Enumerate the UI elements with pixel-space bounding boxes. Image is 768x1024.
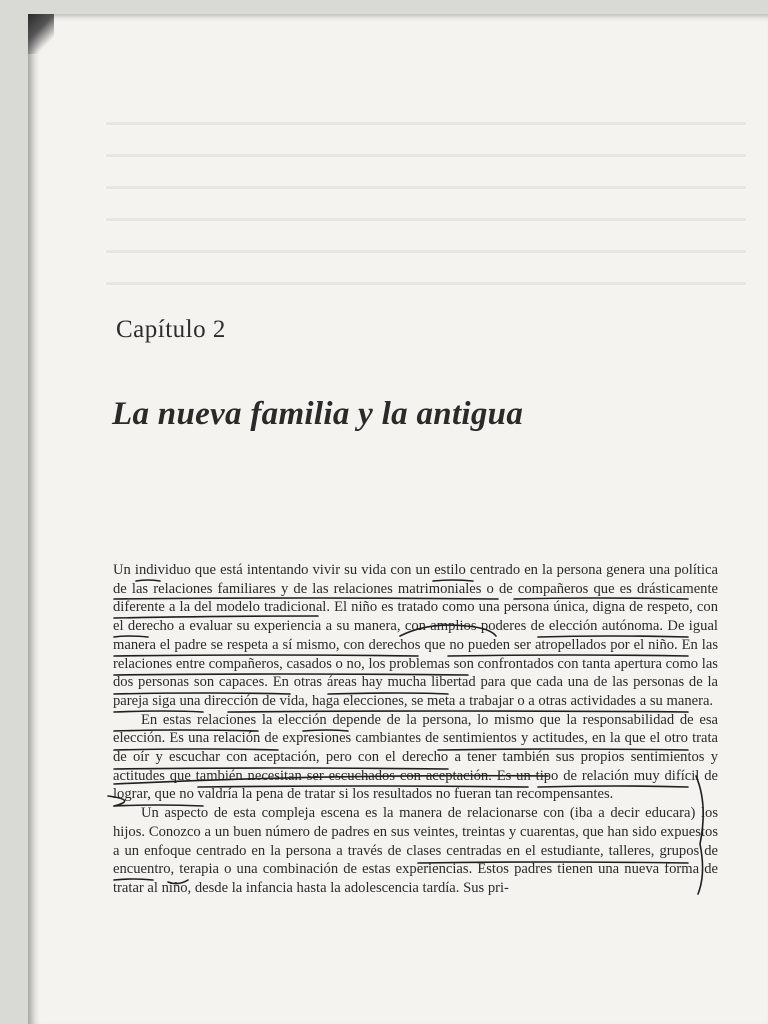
bleed-through-line [106,250,746,253]
bleed-through-line [106,218,746,221]
scanned-page [28,14,768,1024]
bleed-through-line [106,122,746,125]
bleed-through-line [106,154,746,157]
chapter-title: La nueva familia y la antigua [112,396,524,432]
paragraph: En estas relaciones la elección depende de la persona, lo mismo que la responsabilidad de esa elección. Es una relación de expresiones cambiantes de sentimientos y actitudes, en la que el otro trata de oír y escuchar con aceptación, pero con el derecho a tener también sus propios sentimientos y actitudes que también necesitan ser escuchados con aceptación. Es un tipo de relación muy difícil de lograr, que no valdría la pena de tratar si los resultados no fueran tan recompensantes. [113,711,718,803]
chapter-number: Capítulo 2 [116,316,226,343]
paragraph: Un individuo que está intentando vivir su vida con un estilo centrado en la persona genera una política de las relaciones familiares y de las relaciones matrimoniales o de compañeros que es drásticamente diferente a la del modelo tradicional. El niño es tratado como una persona única, digna de respeto, con el derecho a evaluar su experiencia a su manera, con amplios poderes de elección autónoma. De igual manera el padre se respeta a sí mismo, con derechos que no pueden ser atropellados por el niño. En las relaciones entre compañeros, casados o no, los problemas son confrontados con tanta apertura como las dos personas son capaces. En otras áreas hay mucha libertad para que cada una de las personas de la pareja siga una dirección de vida, haga elecciones, se meta a trabajar o a otras actividades a su manera. [113,562,718,709]
body-text [113,561,718,898]
paragraph: Un aspecto de esta compleja escena es la manera de relacionarse con (iba a decir educara) los hijos. Conozco a un buen número de padres en sus veintes, treintas y cuarentas, que han sido expuestos a un enfoque centrado en la persona a través de clases centradas en el estudiante, talleres, grupos de encuentro, terapia o una combinación de estas experiencias. Estos padres tienen una nueva forma de tratar al niño, desde la infancia hasta la adolescencia tardía. Sus pri- [113,805,718,896]
bleed-through-line [106,282,746,285]
bleed-through-line [106,186,746,189]
page-corner-shadow [28,14,54,54]
